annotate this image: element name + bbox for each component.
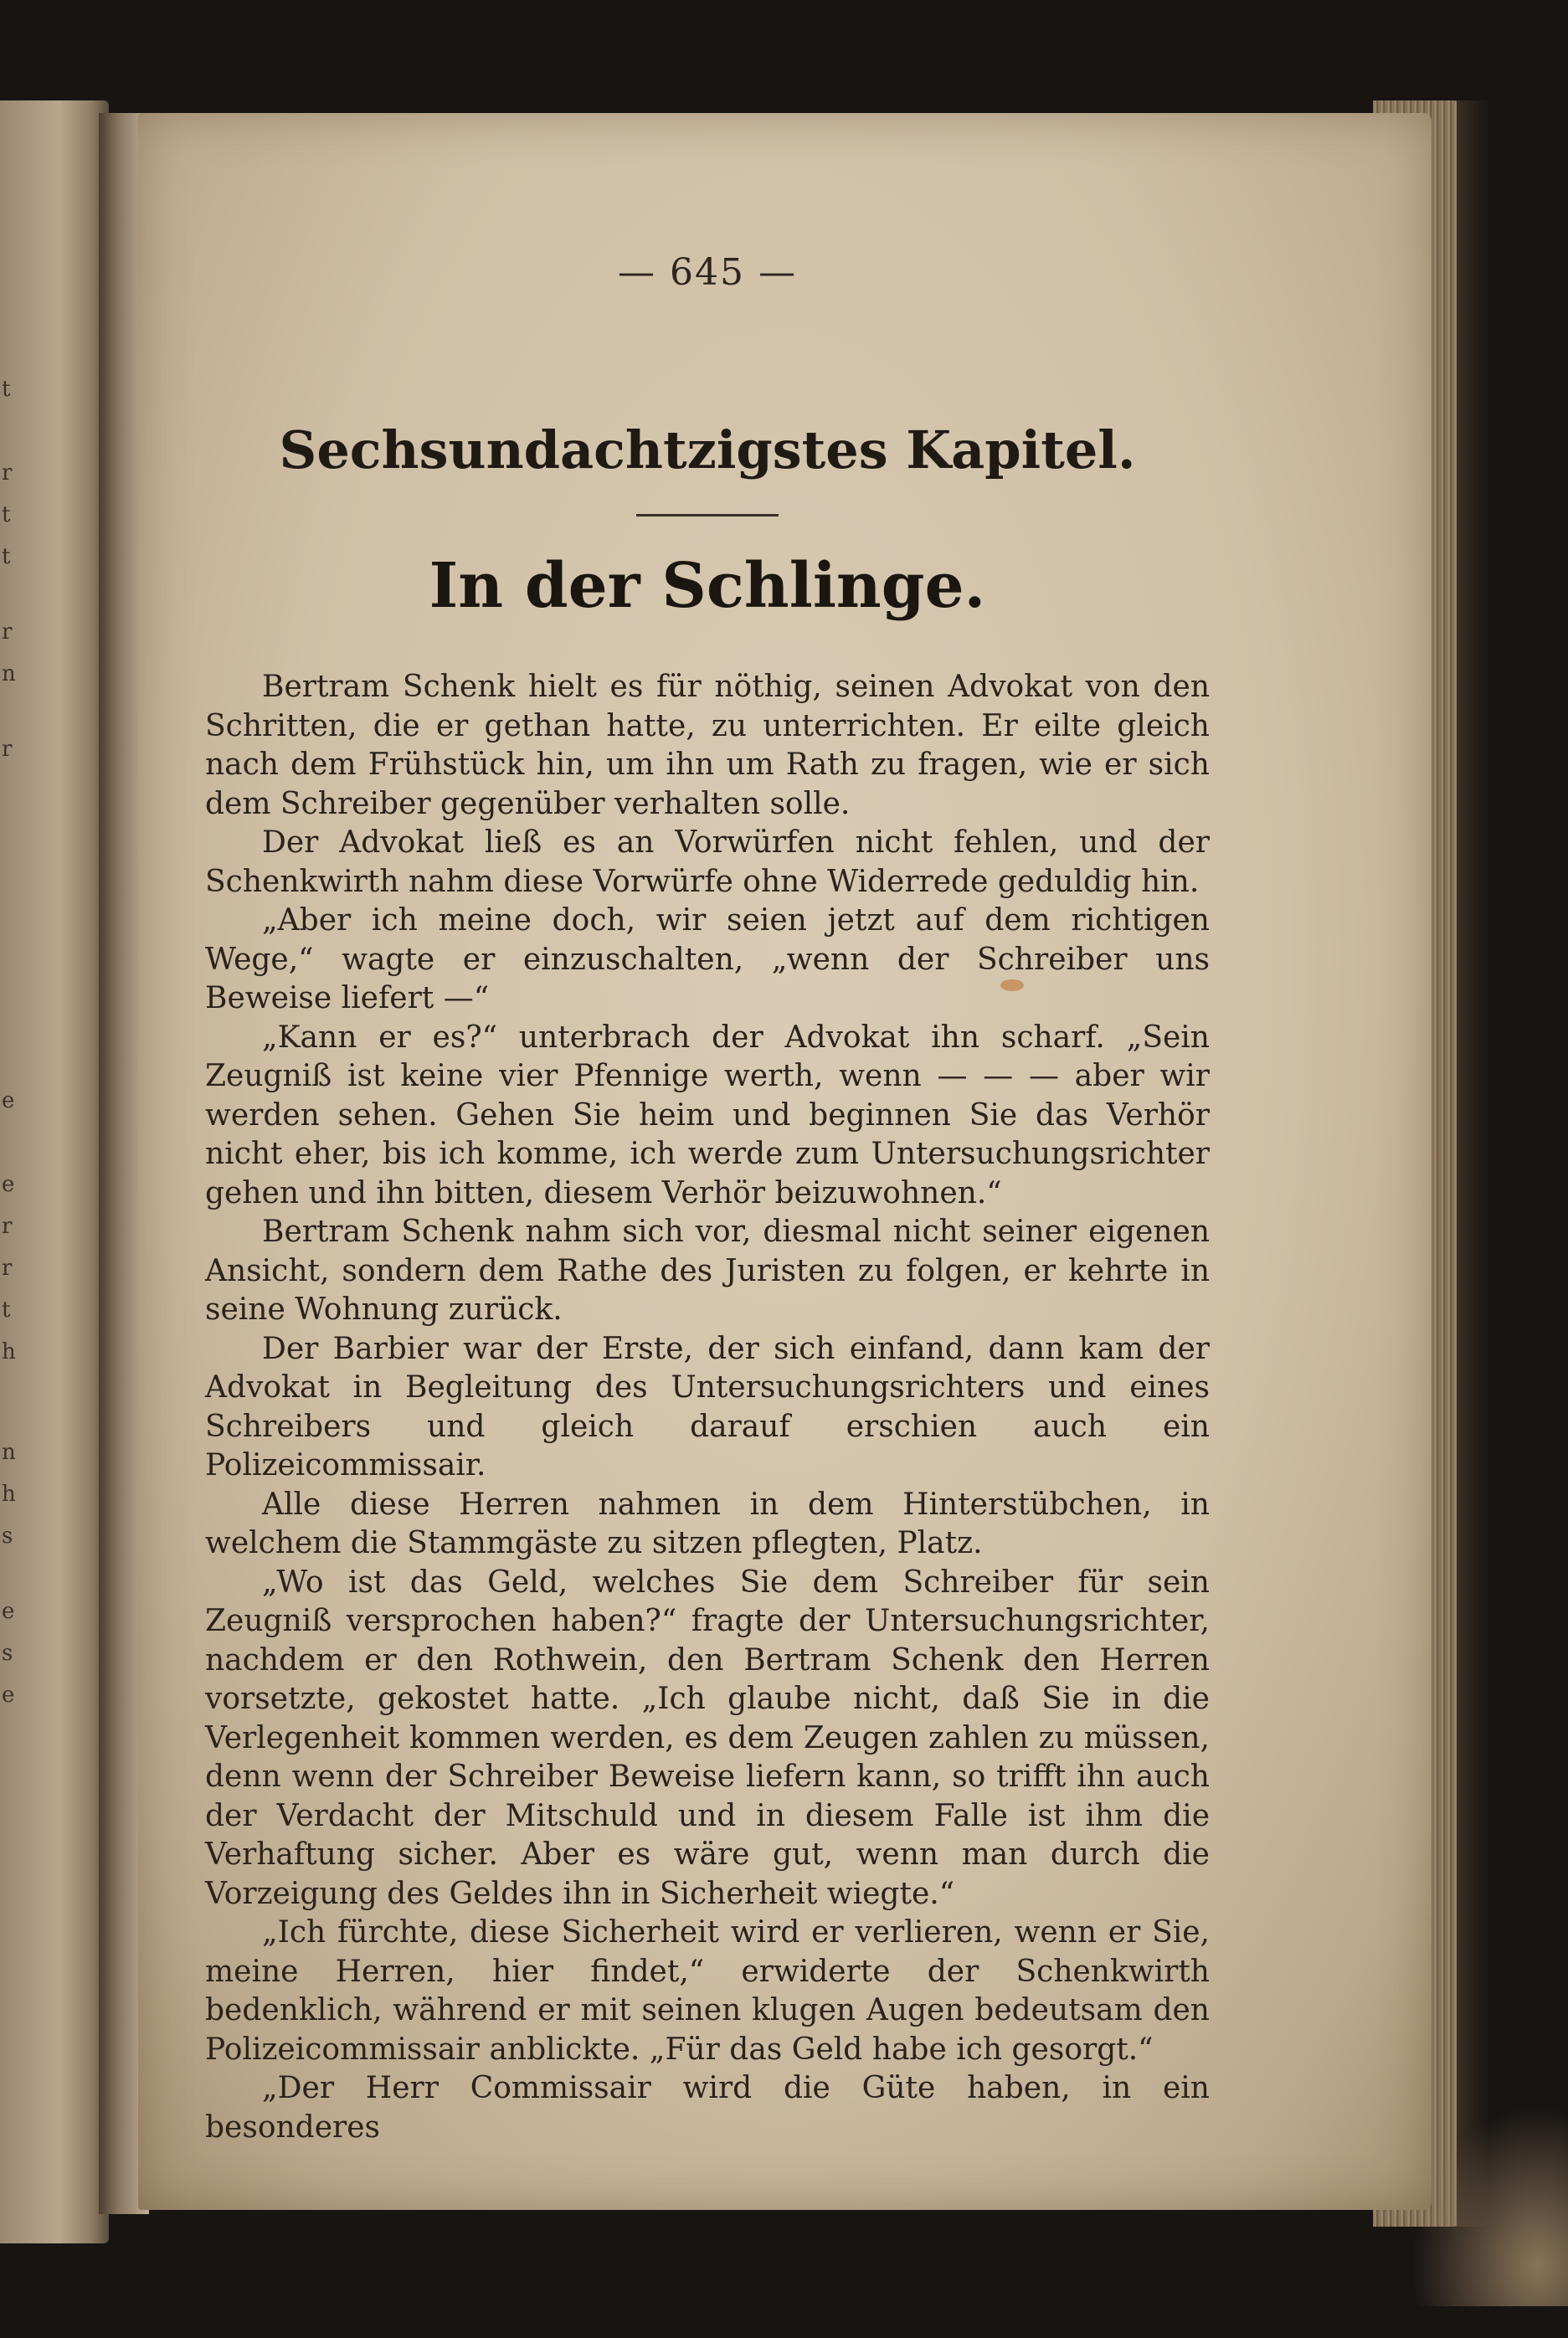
- left-page-letter: r: [2, 1256, 13, 1281]
- left-page-letter: r: [2, 1214, 13, 1239]
- left-page-letter: r: [2, 619, 13, 645]
- left-page-letter: s: [2, 1641, 13, 1666]
- left-page-letter: e: [2, 1683, 15, 1708]
- paragraph: Der Barbier war der Erste, der sich einfand, dann kam der Advokat in Begleitung des Untersuchungsrichters und eines Schreibers und gleich darauf erschien auch ein Polizeicommissair.: [205, 1331, 1210, 1482]
- title-divider: [636, 514, 779, 516]
- left-page-letter: t: [2, 377, 11, 402]
- paragraph: Bertram Schenk nahm sich vor, diesmal nicht seiner eigenen Ansicht, sondern dem Rathe des Juristen zu folgen, er kehrte in seine Wohnung zurück.: [205, 1215, 1210, 1327]
- page-edge-shadow: [1457, 100, 1490, 2227]
- paragraph: „Wo ist das Geld, welches Sie dem Schreiber für sein Zeugniß versprochen haben?“ fragte der Untersuchungsrichter, nachdem er den Rothwein, den Bertram Schenk den Herren vorsetzte, gekostet hatte. „Ich glaube nicht, daß Sie in die Verlegenheit kommen werden, es dem Zeugen zahlen zu müssen, denn wenn der Schreiber Beweise liefern kann, so trifft ihn auch der Verdacht der Mitschuld und in diesem Falle ist ihm die Verhaftung sicher. Aber es wäre gut, wenn man durch die Vorzeigung des Geldes ihn in Sicherheit wiegte.“: [205, 1565, 1210, 1911]
- left-page-letter: n: [2, 1440, 16, 1465]
- left-page-letter: e: [2, 1599, 15, 1624]
- paragraph: Bertram Schenk hielt es für nöthig, seinen Advokat von den Schritten, die er gethan hatte, zu unterrichten. Er eilte gleich nach dem Frühstück hin, um ihn um Rath zu fragen, wie er sich dem Schreiber gegenüber verhalten solle.: [205, 670, 1210, 821]
- paragraph: „Kann er es?“ unterbrach der Advokat ihn scharf. „Sein Zeugniß ist keine vier Pfennige werth, wenn — — — aber wir werden sehen. Gehen Sie heim und beginnen Sie das Verhör nicht eher, bis ich komme, ich werde zum Untersuchungsrichter gehen und ihn bitten, diesem Verhör beizuwohnen.“: [205, 1020, 1210, 1210]
- paragraph: Der Advokat ließ es an Vorwürfen nicht fehlen, und der Schenkwirth nahm diese Vorwürfe ohne Widerrede geduldig hin.: [205, 825, 1210, 899]
- paragraph: „Aber ich meine doch, wir seien jetzt auf dem richtigen Wege,“ wagte er einzuschalten, „wenn der Schreiber uns Beweise liefert —“: [205, 903, 1210, 1015]
- page-content: [205, 251, 1210, 2147]
- section-title: In der Schlinge.: [429, 550, 986, 622]
- left-page-letter: h: [2, 1482, 16, 1507]
- page-number: — 645 —: [618, 251, 797, 294]
- paragraph: „Der Herr Commissair wird die Güte haben, in ein besonderes: [205, 2071, 1210, 2145]
- left-page-letter: s: [2, 1524, 13, 1549]
- corner-wear: [1411, 2105, 1568, 2306]
- left-page-letter: e: [2, 1088, 15, 1113]
- left-page-letter: n: [2, 661, 16, 686]
- paragraph: Alle diese Herren nahmen in dem Hinterstübchen, in welchem die Stammgäste zu sitzen pflegten, Platz.: [205, 1487, 1210, 1560]
- left-page-letter: t: [2, 544, 11, 569]
- left-page-letter: t: [2, 502, 11, 527]
- left-page-letter: e: [2, 1172, 15, 1197]
- chapter-title: Sechsundachtzigstes Kapitel.: [279, 419, 1136, 480]
- left-page-edge: [0, 100, 109, 2243]
- paragraph: „Ich fürchte, diese Sicherheit wird er verlieren, wenn er Sie, meine Herren, hier findet,“ erwiderte der Schenkwirth bedenklich, während er mit seinen klugen Augen bedeutsam den Polizeicommissair anblickte. „Für das Geld habe ich gesorgt.“: [205, 1915, 1210, 2067]
- left-page-letter: h: [2, 1339, 16, 1364]
- left-page-letter: t: [2, 1297, 11, 1323]
- left-page-letter: r: [2, 737, 13, 762]
- left-page-letter: r: [2, 460, 13, 486]
